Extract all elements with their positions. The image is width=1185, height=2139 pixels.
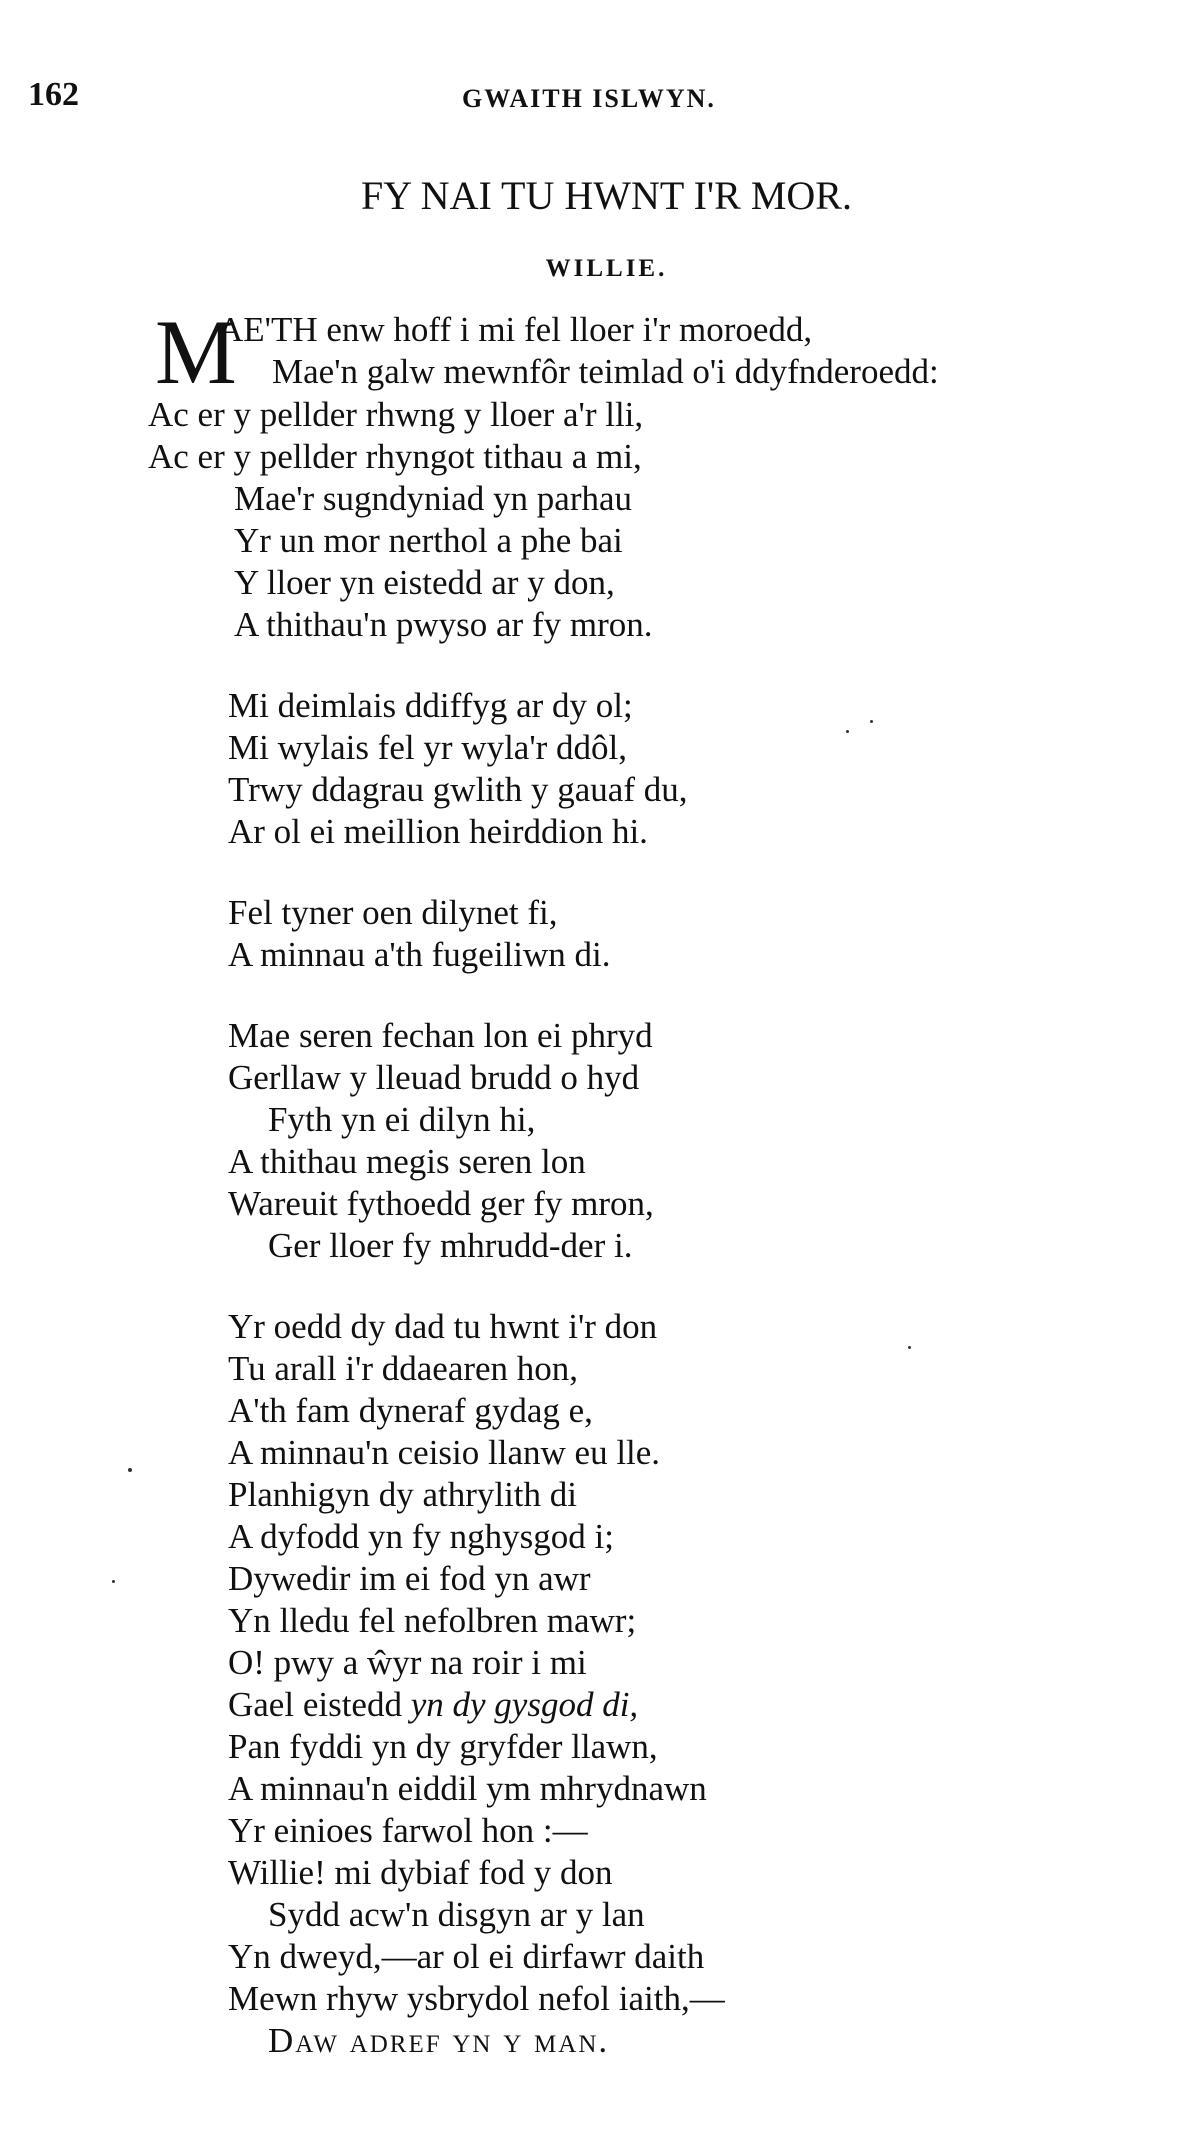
running-head: GWAITH ISLWYN. <box>462 84 716 113</box>
scan-speck <box>128 1468 132 1472</box>
poem-line <box>228 1687 638 1722</box>
poem-line: A dyfodd yn fy nghysgod i; <box>228 1517 614 1556</box>
scan-speck <box>846 730 849 733</box>
drop-cap: M <box>155 301 237 403</box>
poem-line: Yn dweyd,—ar ol ei dirfawr daith <box>228 1937 705 1976</box>
poem-line: Mi wylais fel yr wyla'r ddôl, <box>228 728 628 767</box>
poem-line: Dywedir im ei fod yn awr <box>228 1559 591 1598</box>
poem-line: Sydd acw'n disgyn ar y lan <box>268 1895 645 1934</box>
poem-line: Ac er y pellder rhwng y lloer a'r lli, <box>148 395 644 434</box>
poem-line: Mae'r sugndyniad yn parhau <box>234 479 633 518</box>
poem-line: Yr einioes farwol hon :— <box>228 1811 588 1850</box>
poem-line: Trwy ddagrau gwlith y gauaf du, <box>228 770 688 809</box>
scan-speck <box>112 1580 115 1583</box>
poem-line-text: Gael eistedd <box>228 1685 402 1724</box>
poem-line: Planhigyn dy athrylith di <box>228 1475 578 1514</box>
poem-line: Yr oedd dy dad tu hwnt i'r don <box>228 1307 658 1346</box>
poem-line: A minnau a'th fugeiliwn di. <box>228 935 611 974</box>
scan-speck <box>908 1346 911 1349</box>
poem-line: Ac er y pellder rhyngot tithau a mi, <box>148 437 642 476</box>
poem-line: Fel tyner oen dilynet fi, <box>228 893 558 932</box>
poem-line: Wareuit fythoedd ger fy mron, <box>228 1184 654 1223</box>
poem-line: Ger lloer fy mhrudd-der i. <box>268 1226 633 1265</box>
poem-line: Mae'n galw mewnfôr teimlad o'i ddyfnderoedd: <box>272 352 939 391</box>
poem-line: Yr un mor nerthol a phe bai <box>234 521 623 560</box>
poem-line: Mewn rhyw ysbrydol nefol iaith,— <box>228 1979 725 2018</box>
poem-line: AE'TH enw hoff i mi fel lloer i'r moroedd, <box>218 310 813 349</box>
scan-speck <box>870 720 873 723</box>
poem-line: Mi deimlais ddiffyg ar dy ol; <box>228 686 633 725</box>
poem-line: Yn lledu fel nefolbren mawr; <box>228 1601 637 1640</box>
poem-line: Willie! mi dybiaf fod y don <box>228 1853 613 1892</box>
page-number: 162 <box>28 76 79 113</box>
poem-line: Pan fyddi yn dy gryfder llawn, <box>228 1727 658 1766</box>
poem-line: O! pwy a ŵyr na roir i mi <box>228 1643 587 1682</box>
poem-line: Gerllaw y lleuad brudd o hyd <box>228 1058 640 1097</box>
poem-line: Fyth yn ei dilyn hi, <box>268 1100 536 1139</box>
poem-line: A minnau'n ceisio llanw eu lle. <box>228 1433 661 1472</box>
poem-line-italic: yn dy gysgod di, <box>410 1685 639 1724</box>
poem-line: Y lloer yn eistedd ar y don, <box>234 563 615 602</box>
poem-line: A thithau'n pwyso ar fy mron. <box>234 605 653 644</box>
poem-line: A minnau'n eiddil ym mhrydnawn <box>228 1769 707 1808</box>
poem-subtitle: WILLIE. <box>545 255 668 282</box>
poem-line: Ar ol ei meillion heirddion hi. <box>228 812 648 851</box>
poem-closing-line: Daw adref yn y man. <box>268 2021 610 2060</box>
poem-line: Mae seren fechan lon ei phryd <box>228 1016 653 1055</box>
poem-line: A'th fam dyneraf gydag e, <box>228 1391 593 1430</box>
poem-line: Tu arall i'r ddaearen hon, <box>228 1349 579 1388</box>
poem-title: FY NAI TU HWNT I'R MOR. <box>361 173 852 218</box>
poem-line: A thithau megis seren lon <box>228 1142 586 1181</box>
